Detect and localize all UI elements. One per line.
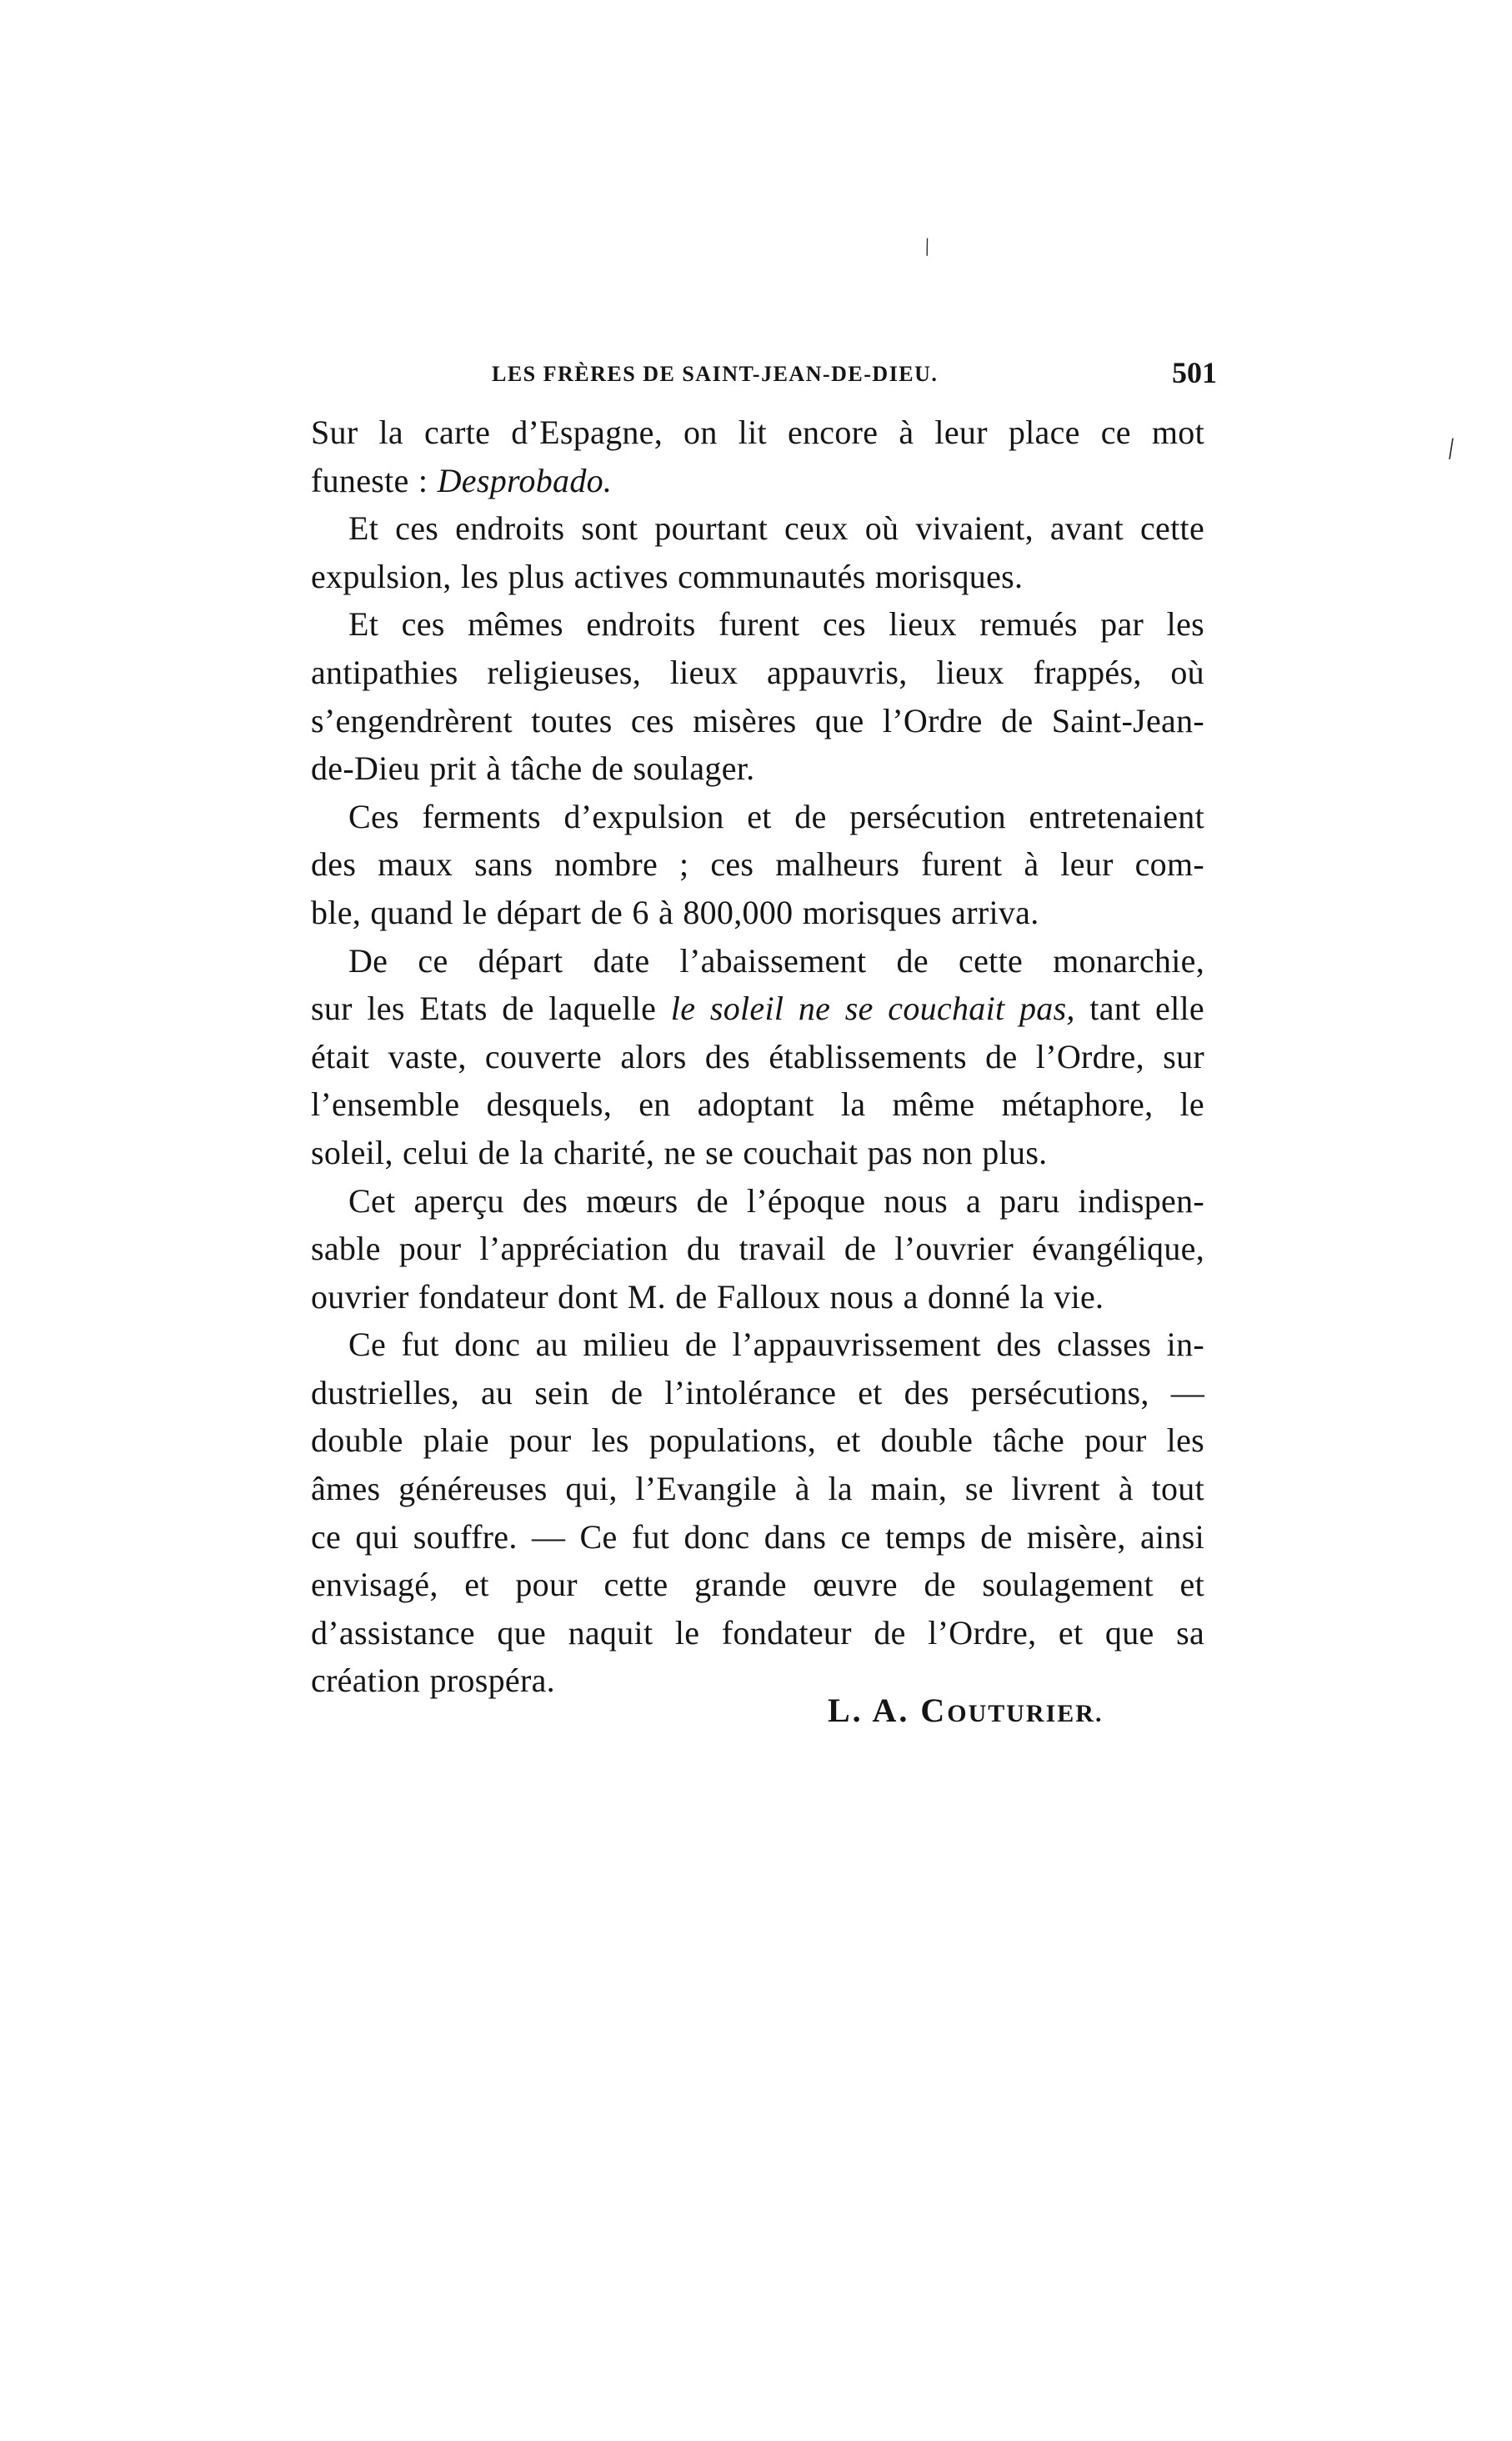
text-line: d’assistance que naquit le fondateur de l’Ordre, et que sa <box>311 1613 1204 1652</box>
page-header <box>492 357 1217 390</box>
text-line: Ces ferments d’expulsion et de persécution entretenaient <box>348 797 1204 835</box>
text-line: Cet aperçu des mœurs de l’époque nous a paru indispen- <box>348 1181 1204 1220</box>
text-line: de-Dieu prit à tâche de soulager. <box>311 749 755 788</box>
text-line: était vaste, couverte alors des établissements de l’Ordre, sur <box>311 1037 1204 1075</box>
author-signature <box>828 1691 1103 1730</box>
text-line: dustrielles, au sein de l’intolérance et des persécutions, — <box>311 1373 1204 1411</box>
text-line: envisagé, et pour cette grande œuvre de soulagement et <box>311 1566 1204 1604</box>
text-line: sable pour l’appréciation du travail de l’ouvrier évangélique, <box>311 1230 1204 1268</box>
text-line: ouvrier fondateur dont M. de Falloux nous a donné la vie. <box>311 1277 1104 1316</box>
text-line: des maux sans nombre ; ces malheurs furent à leur com- <box>311 845 1204 884</box>
page-number: 501 <box>1172 356 1217 389</box>
italic-phrase: le soleil ne se couchait pas, <box>670 990 1075 1028</box>
text-line: l’ensemble desquels, en adoptant la même métaphore, le <box>311 1085 1204 1124</box>
text-line: ce qui souffre. — Ce fut donc dans ce temps de misère, ainsi <box>311 1517 1204 1556</box>
italic-term: Desprobado. <box>437 461 613 499</box>
author-name-initial: C <box>920 1692 948 1729</box>
margin-mark: \ <box>919 233 935 262</box>
text-fragment: sur les Etats de laquelle <box>311 990 671 1028</box>
text-line: âmes généreuses qui, l’Evangile à la main, se livrent à tout <box>311 1470 1204 1508</box>
margin-mark: / <box>1444 431 1459 466</box>
text-fragment: tant elle <box>1074 990 1204 1028</box>
text-line: Et ces mêmes endroits furent ces lieux remués par les <box>348 605 1204 644</box>
text-line: De ce départ date l’abaissement de cette monarchie, <box>348 941 1204 980</box>
text-line: soleil, celui de la charité, ne se couchait pas non plus. <box>311 1133 1048 1171</box>
text-line: double plaie pour les populations, et double tâche pour les <box>311 1421 1204 1460</box>
running-title: LES FRÈRES DE SAINT-JEAN-DE-DIEU. <box>492 362 939 386</box>
text-line <box>311 457 1204 505</box>
text-line: Ce fut donc au milieu de l’appauvrissement des classes in- <box>348 1326 1204 1364</box>
author-initials: L. A. <box>828 1692 910 1729</box>
text-line <box>311 985 1204 1033</box>
text-line: expulsion, les plus actives communautés morisques. <box>311 557 1024 595</box>
text-line: création prospéra. <box>311 1662 555 1700</box>
text-line: antipathies religieuses, lieux appauvris, lieux frappés, où <box>311 653 1204 691</box>
text-line: ble, quand le départ de 6 à 800,000 morisques arriva. <box>311 893 1039 931</box>
body-text <box>311 409 1204 1705</box>
text-line: s’engendrèrent toutes ces misères que l’Ordre de Saint-Jean- <box>311 701 1204 739</box>
text-fragment: funeste : <box>311 461 438 499</box>
text-line: Sur la carte d’Espagne, on lit encore à leur place ce mot <box>311 414 1204 451</box>
text-line: Et ces endroits sont pourtant ceux où vivaient, avant cette <box>348 509 1204 548</box>
author-name-rest: OUTURIER. <box>947 1700 1104 1727</box>
